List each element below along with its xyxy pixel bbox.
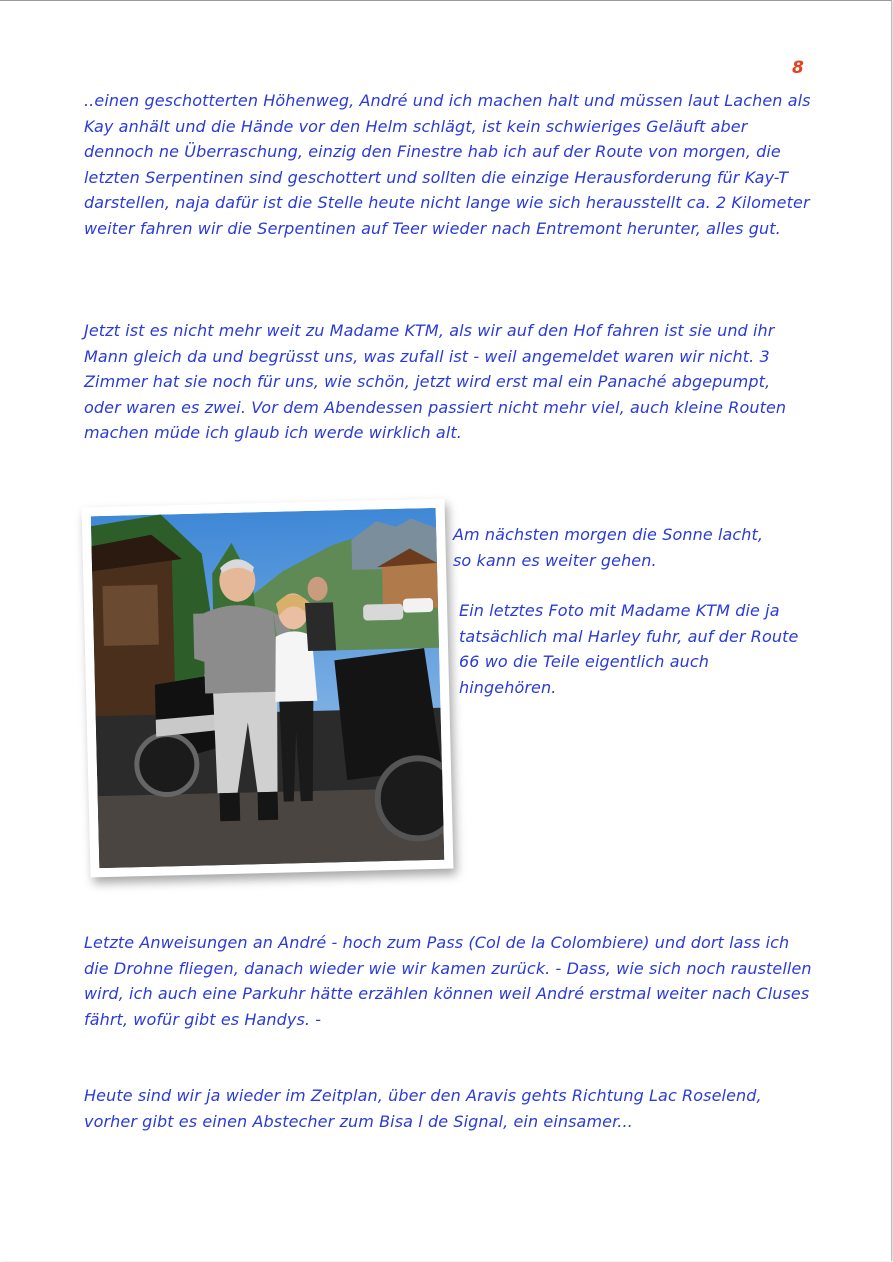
paragraph-last-photo: Ein letztes Foto mit Madame KTM die ja tatsächlich mal Harley fuhr, auf der Route 66 wo die Teile eigentlich auch hingehören. <box>459 601 799 697</box>
paragraph-hoehenweg: ..einen geschotterten Höhenweg, André und ich machen halt und müssen laut Lachen als Kay anhält und die Hände vor den Helm schlägt, ist kein schwieriges Geläuft aber dennoch ne Überraschung, einzig den Finestre hab ich auf der Route von morgen, die letzten Serpentinen sind geschottert und sollten die einzige Herausforderung für Kay-T darstellen, naja dafür ist die Stelle heute nicht lange wie sich herausstellt ca. 2 Kilometer weiter fahren wir die Serpentinen auf Teer wieder nach Entremont herunter, alles gut. <box>84 91 811 238</box>
photo-frame <box>82 499 454 878</box>
paragraph-aravis: Heute sind wir ja wieder im Zeitplan, über den Aravis gehts Richtung Lac Roselend, vorher gibt es einen Abstecher zum Bisa l de Signal, ein einsamer... <box>84 1086 762 1131</box>
paragraph-next-morning: Am nächsten morgen die Sonne lacht, so kann es weiter gehen. <box>453 525 764 570</box>
paragraph-madame-ktm: Jetzt ist es nicht mehr weit zu Madame KTM, als wir auf den Hof fahren ist sie und ihr Mann gleich da und begrüsst uns, was zufall ist - weil angemeldet waren wir nicht. 3 Zimmer hat sie noch für uns, wie schön, jetzt wird erst mal ein Panaché abgepumpt, oder waren es zwei. Vor dem Abendessen passiert nicht mehr viel, auch kleine Routen machen müde ich glaub ich werde wirklich alt. <box>84 321 787 443</box>
photo-couple-with-motorcycles <box>91 508 444 868</box>
paragraph-instructions-andre: Letzte Anweisungen an André - hoch zum Pass (Col de la Colombiere) und dort lass ich die Drohne fliegen, danach wieder wie wir kamen zurück. - Dass, wie sich noch raustellen wird, ich auch eine Parkuhr hätte erzählen können weil André erstmal weiter nach Cluses fährt, wofür gibt es Handys. - <box>84 933 812 1029</box>
page-number: 8 <box>792 58 804 78</box>
